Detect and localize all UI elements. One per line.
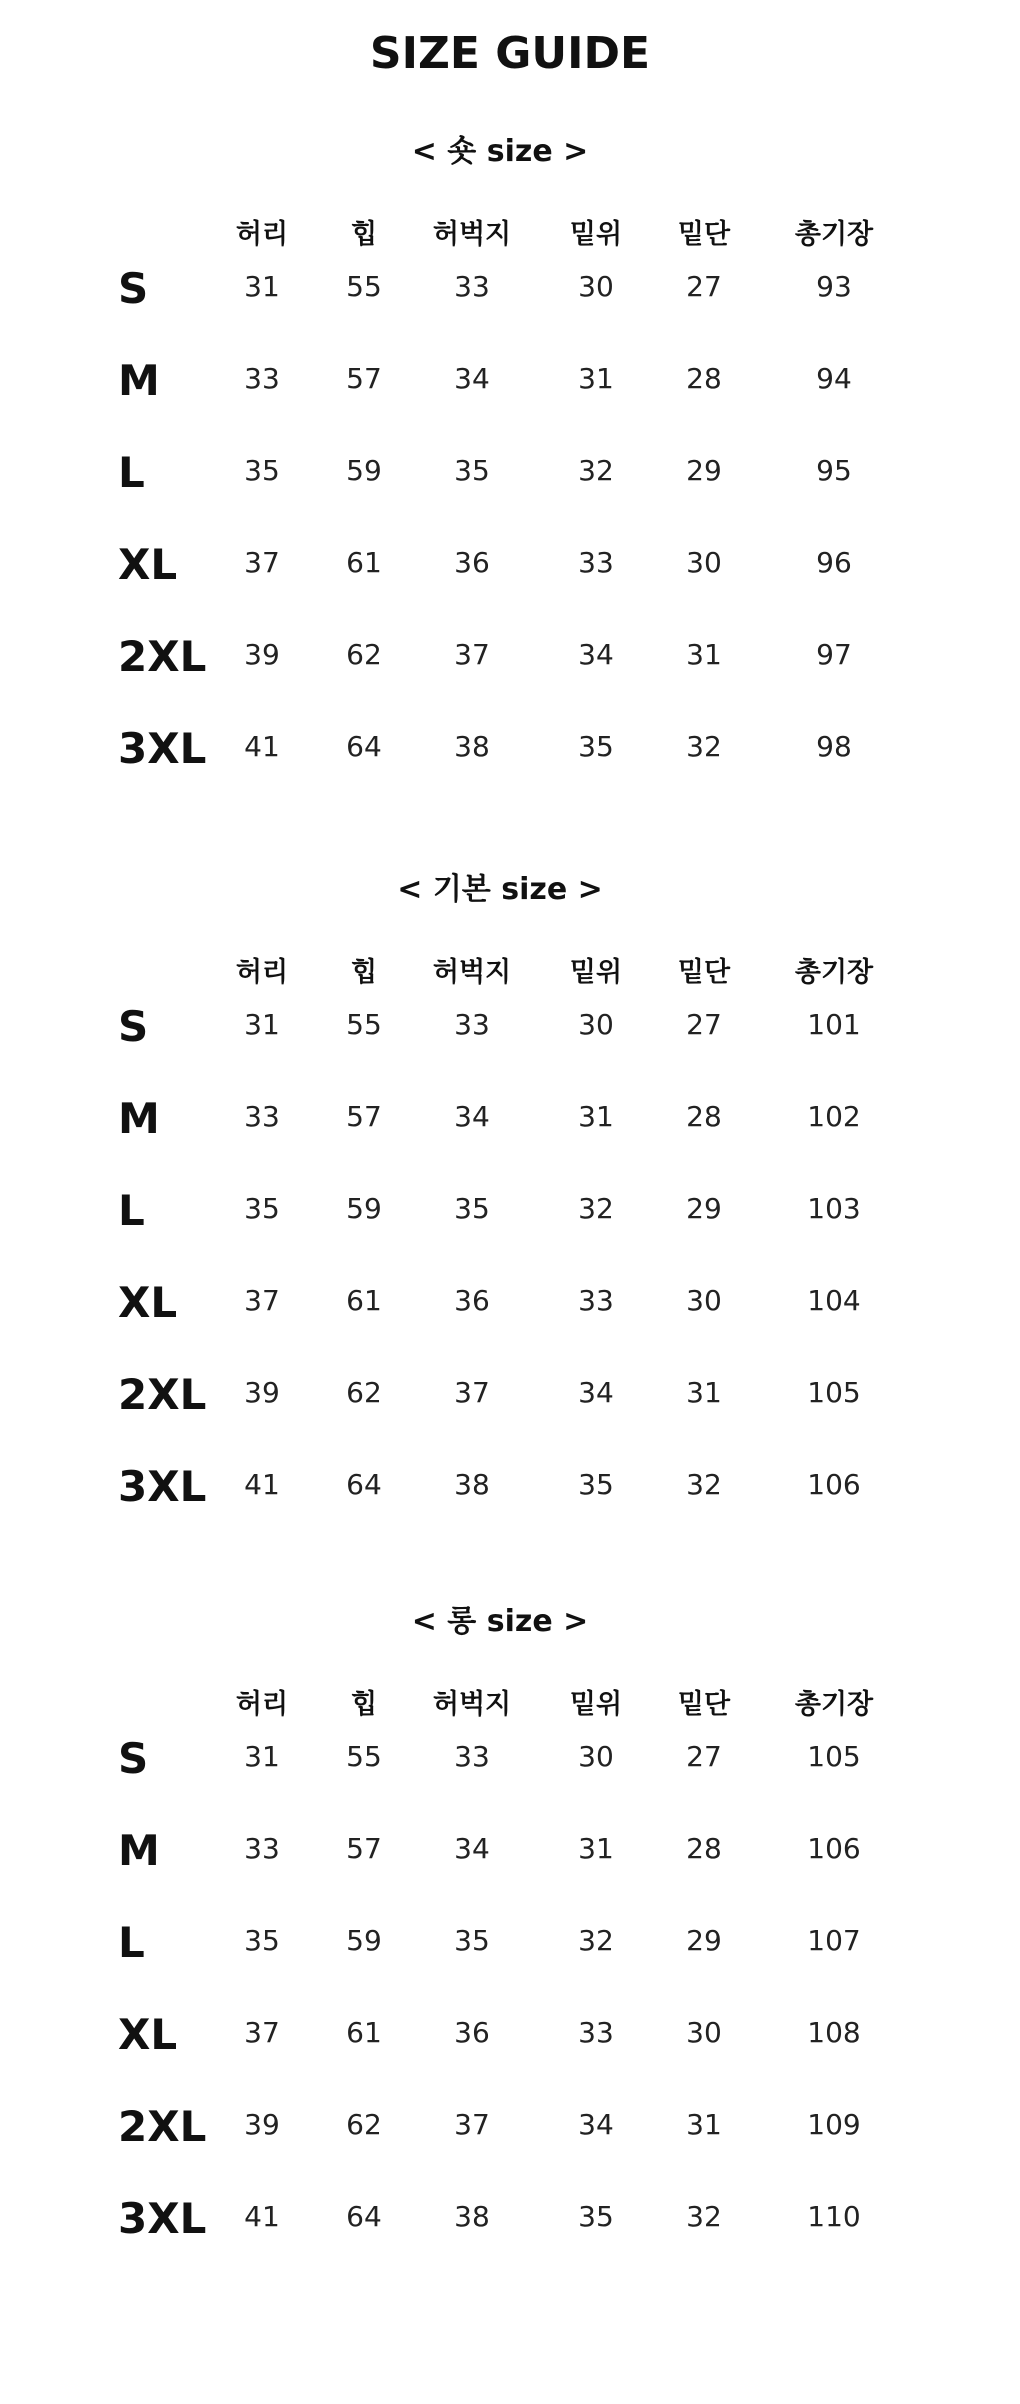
table-cell: 57 xyxy=(346,1100,382,1133)
table-cell: 27 xyxy=(686,270,722,303)
column-header: 힙 xyxy=(350,219,378,250)
table-cell: 110 xyxy=(807,2200,861,2233)
table-cell: 30 xyxy=(578,1008,614,1041)
column-header: 총기장 xyxy=(794,957,874,988)
table-cell: 35 xyxy=(244,454,280,487)
table-cell: 93 xyxy=(816,270,852,303)
table-cell: 31 xyxy=(244,1740,280,1773)
table-cell: 104 xyxy=(807,1284,861,1317)
table-cell: 64 xyxy=(346,730,382,763)
table-cell: 62 xyxy=(346,638,382,671)
table-cell: 35 xyxy=(454,1192,490,1225)
column-header: 밑위 xyxy=(569,1689,623,1720)
table-cell: 38 xyxy=(454,2200,490,2233)
size-label: L xyxy=(118,1918,145,1967)
size-label: S xyxy=(118,1002,149,1051)
table-cell: 31 xyxy=(244,1008,280,1041)
table-cell: 109 xyxy=(807,2108,861,2141)
table-cell: 55 xyxy=(346,1008,382,1041)
table-cell: 33 xyxy=(578,1284,614,1317)
table-cell: 61 xyxy=(346,1284,382,1317)
table-cell: 107 xyxy=(807,1924,861,1957)
table-cell: 57 xyxy=(346,1832,382,1865)
table-cell: 59 xyxy=(346,1924,382,1957)
table-cell: 33 xyxy=(578,546,614,579)
table-cell: 105 xyxy=(807,1376,861,1409)
table-cell: 30 xyxy=(578,1740,614,1773)
table-cell: 97 xyxy=(816,638,852,671)
table-cell: 61 xyxy=(346,546,382,579)
table-cell: 62 xyxy=(346,1376,382,1409)
table-cell: 108 xyxy=(807,2016,861,2049)
table-cell: 32 xyxy=(578,454,614,487)
column-header: 허벅지 xyxy=(432,957,512,988)
table-cell: 61 xyxy=(346,2016,382,2049)
table-cell: 101 xyxy=(807,1008,861,1041)
table-cell: 36 xyxy=(454,2016,490,2049)
size-label: 3XL xyxy=(118,1462,207,1511)
table-cell: 28 xyxy=(686,362,722,395)
table-cell: 34 xyxy=(578,2108,614,2141)
column-header: 허리 xyxy=(235,219,289,250)
column-header: 밑위 xyxy=(569,957,623,988)
table-cell: 34 xyxy=(454,1100,490,1133)
table-cell: 64 xyxy=(346,2200,382,2233)
table-cell: 28 xyxy=(686,1832,722,1865)
section-title: < 기본 size > xyxy=(397,872,603,907)
size-label: 2XL xyxy=(118,632,207,681)
table-cell: 30 xyxy=(686,1284,722,1317)
table-cell: 35 xyxy=(454,454,490,487)
column-header: 허벅지 xyxy=(432,219,512,250)
table-cell: 31 xyxy=(578,1100,614,1133)
table-cell: 29 xyxy=(686,1924,722,1957)
table-cell: 34 xyxy=(454,1832,490,1865)
column-header: 허리 xyxy=(235,957,289,988)
table-cell: 30 xyxy=(686,2016,722,2049)
table-cell: 57 xyxy=(346,362,382,395)
column-header: 밑단 xyxy=(677,957,731,988)
table-cell: 33 xyxy=(244,362,280,395)
table-cell: 59 xyxy=(346,1192,382,1225)
size-label: XL xyxy=(118,540,178,589)
table-cell: 37 xyxy=(454,1376,490,1409)
table-cell: 62 xyxy=(346,2108,382,2141)
table-cell: 35 xyxy=(244,1924,280,1957)
table-cell: 35 xyxy=(578,1468,614,1501)
size-label: M xyxy=(118,1826,160,1875)
table-cell: 35 xyxy=(244,1192,280,1225)
size-label: 3XL xyxy=(118,2194,207,2243)
size-label: 2XL xyxy=(118,2102,207,2151)
column-header: 총기장 xyxy=(794,1689,874,1720)
table-cell: 32 xyxy=(686,1468,722,1501)
table-cell: 105 xyxy=(807,1740,861,1773)
table-cell: 30 xyxy=(578,270,614,303)
column-header: 허리 xyxy=(235,1689,289,1720)
table-cell: 39 xyxy=(244,2108,280,2141)
column-header: 밑단 xyxy=(677,1689,731,1720)
size-label: S xyxy=(118,1734,149,1783)
table-cell: 31 xyxy=(686,2108,722,2141)
table-cell: 33 xyxy=(454,1740,490,1773)
table-cell: 39 xyxy=(244,1376,280,1409)
table-cell: 106 xyxy=(807,1468,861,1501)
table-cell: 37 xyxy=(244,2016,280,2049)
size-label: 2XL xyxy=(118,1370,207,1419)
size-label: 3XL xyxy=(118,724,207,773)
size-section xyxy=(0,864,1020,1560)
table-cell: 31 xyxy=(686,638,722,671)
table-cell: 27 xyxy=(686,1740,722,1773)
size-label: S xyxy=(118,264,149,313)
table-cell: 29 xyxy=(686,1192,722,1225)
table-cell: 37 xyxy=(454,2108,490,2141)
table-cell: 29 xyxy=(686,454,722,487)
table-cell: 103 xyxy=(807,1192,861,1225)
table-cell: 41 xyxy=(244,2200,280,2233)
table-cell: 37 xyxy=(454,638,490,671)
table-cell: 106 xyxy=(807,1832,861,1865)
table-cell: 102 xyxy=(807,1100,861,1133)
size-label: M xyxy=(118,356,160,405)
table-cell: 33 xyxy=(244,1100,280,1133)
table-cell: 28 xyxy=(686,1100,722,1133)
table-cell: 32 xyxy=(686,730,722,763)
table-cell: 95 xyxy=(816,454,852,487)
table-cell: 33 xyxy=(578,2016,614,2049)
size-label: L xyxy=(118,448,145,497)
table-cell: 98 xyxy=(816,730,852,763)
table-cell: 33 xyxy=(454,270,490,303)
size-section xyxy=(0,126,1020,822)
table-cell: 35 xyxy=(578,2200,614,2233)
table-cell: 31 xyxy=(578,362,614,395)
section-title: < 숏 size > xyxy=(411,134,589,169)
table-cell: 36 xyxy=(454,1284,490,1317)
column-header: 힙 xyxy=(350,957,378,988)
table-cell: 59 xyxy=(346,454,382,487)
table-cell: 34 xyxy=(578,1376,614,1409)
size-section xyxy=(0,1596,1020,2292)
table-cell: 34 xyxy=(578,638,614,671)
section-title: < 롱 size > xyxy=(411,1604,589,1639)
table-cell: 38 xyxy=(454,730,490,763)
table-cell: 32 xyxy=(686,2200,722,2233)
column-header: 총기장 xyxy=(794,219,874,250)
table-cell: 35 xyxy=(454,1924,490,1957)
table-cell: 39 xyxy=(244,638,280,671)
table-cell: 64 xyxy=(346,1468,382,1501)
table-cell: 38 xyxy=(454,1468,490,1501)
table-cell: 96 xyxy=(816,546,852,579)
table-cell: 37 xyxy=(244,1284,280,1317)
table-cell: 34 xyxy=(454,362,490,395)
column-header: 힙 xyxy=(350,1689,378,1720)
table-cell: 35 xyxy=(578,730,614,763)
table-cell: 55 xyxy=(346,270,382,303)
column-header: 허벅지 xyxy=(432,1689,512,1720)
table-cell: 41 xyxy=(244,730,280,763)
table-cell: 37 xyxy=(244,546,280,579)
table-cell: 36 xyxy=(454,546,490,579)
table-cell: 30 xyxy=(686,546,722,579)
table-cell: 55 xyxy=(346,1740,382,1773)
table-cell: 31 xyxy=(686,1376,722,1409)
table-cell: 32 xyxy=(578,1192,614,1225)
table-cell: 33 xyxy=(244,1832,280,1865)
size-label: L xyxy=(118,1186,145,1235)
size-label: XL xyxy=(118,2010,178,2059)
table-cell: 31 xyxy=(244,270,280,303)
table-cell: 32 xyxy=(578,1924,614,1957)
page-title: SIZE GUIDE xyxy=(369,28,651,79)
column-header: 밑단 xyxy=(677,219,731,250)
size-label: XL xyxy=(118,1278,178,1327)
table-cell: 33 xyxy=(454,1008,490,1041)
table-cell: 27 xyxy=(686,1008,722,1041)
size-label: M xyxy=(118,1094,160,1143)
column-header: 밑위 xyxy=(569,219,623,250)
table-cell: 94 xyxy=(816,362,852,395)
table-cell: 41 xyxy=(244,1468,280,1501)
table-cell: 31 xyxy=(578,1832,614,1865)
